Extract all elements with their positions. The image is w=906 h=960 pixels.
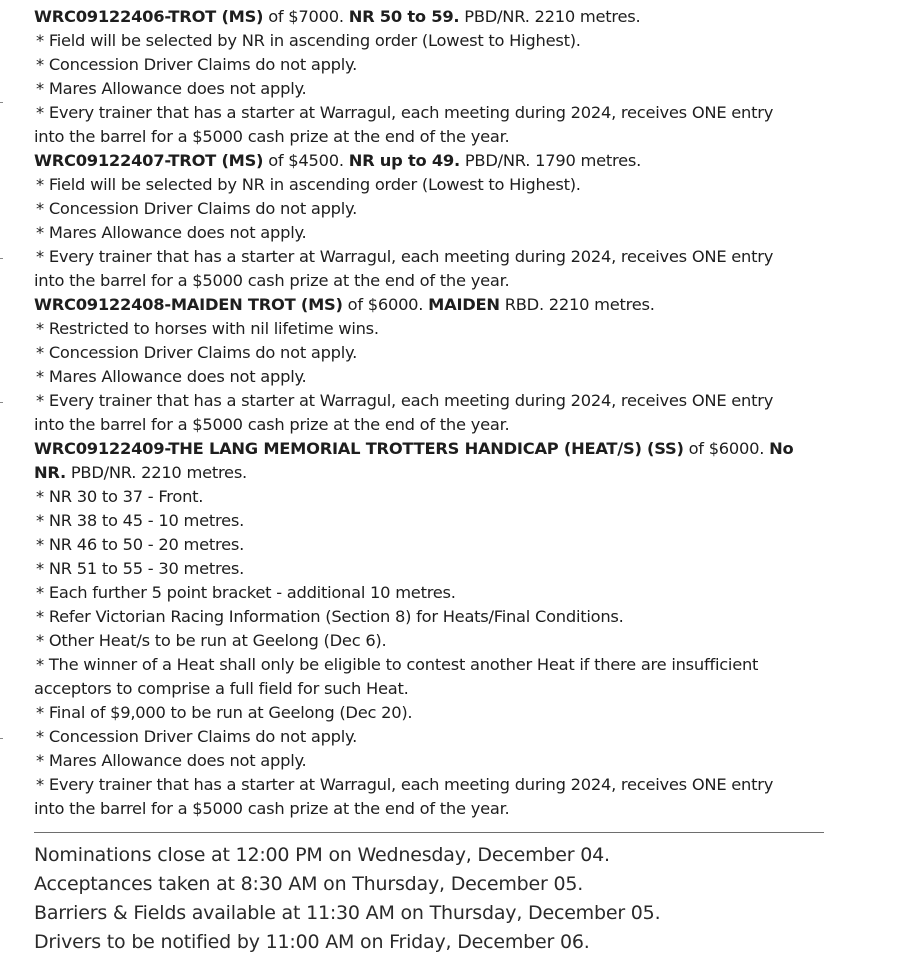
race-code: WRC09122406-TROT (MS) xyxy=(34,7,264,26)
race-condition: * Final of $9,000 to be run at Geelong (Dec 20). xyxy=(36,703,413,722)
race-condition: * Other Heat/s to be run at Geelong (Dec 6). xyxy=(36,631,387,650)
race-prize: of $4500. xyxy=(263,151,349,170)
margin-tick xyxy=(0,258,3,259)
race-condition: * The winner of a Heat shall only be eligible to contest another Heat if there are insufficient xyxy=(36,655,759,674)
race-heading xyxy=(34,5,894,29)
race-code: WRC09122408-MAIDEN TROT (MS) xyxy=(34,295,343,314)
race-class: NR. xyxy=(34,463,66,482)
race-condition: * Concession Driver Claims do not apply. xyxy=(36,199,358,218)
race-condition: * Mares Allowance does not apply. xyxy=(36,223,307,242)
drivers-notified: Drivers to be notified by 11:00 AM on Friday, December 06. xyxy=(34,931,590,953)
race-condition: * Field will be selected by NR in ascending order (Lowest to Highest). xyxy=(36,31,581,50)
race-condition: * Concession Driver Claims do not apply. xyxy=(36,55,358,74)
race-details: PBD/NR. 2210 metres. xyxy=(65,463,247,482)
race-heading xyxy=(34,149,894,173)
race-condition-continuation: into the barrel for a $5000 cash prize at the end of the year. xyxy=(34,271,510,290)
race-condition: * Each further 5 point bracket - additional 10 metres. xyxy=(36,583,456,602)
race-heading xyxy=(34,293,894,317)
race-prize: of $7000. xyxy=(263,7,349,26)
race-condition: * NR 30 to 37 - Front. xyxy=(36,487,204,506)
race-heading xyxy=(34,437,894,461)
race-condition: * Concession Driver Claims do not apply. xyxy=(36,727,358,746)
race-condition-continuation: into the barrel for a $5000 cash prize at the end of the year. xyxy=(34,127,510,146)
race-heading-wrap xyxy=(34,461,894,485)
schedule-section xyxy=(34,841,894,957)
race-prize: of $6000. xyxy=(683,439,770,458)
race-condition: * Refer Victorian Racing Information (Section 8) for Heats/Final Conditions. xyxy=(36,607,624,626)
race-class: NR up to 49. xyxy=(348,151,460,170)
race-condition-continuation: into the barrel for a $5000 cash prize at the end of the year. xyxy=(34,415,510,434)
race-class: No xyxy=(769,439,794,458)
race-details: PBD/NR. 1790 metres. xyxy=(459,151,642,170)
race-condition: * Mares Allowance does not apply. xyxy=(36,367,307,386)
race-condition: * Every trainer that has a starter at Warragul, each meeting during 2024, receives ONE entry xyxy=(36,247,774,266)
race-prize: of $6000. xyxy=(342,295,429,314)
race-code: WRC09122407-TROT (MS) xyxy=(34,151,264,170)
race-condition: * Every trainer that has a starter at Warragul, each meeting during 2024, receives ONE entry xyxy=(36,103,774,122)
margin-tick xyxy=(0,738,3,739)
margin-tick xyxy=(0,102,3,103)
race-condition: * Restricted to horses with nil lifetime wins. xyxy=(36,319,379,338)
race-details: RBD. 2210 metres. xyxy=(499,295,655,314)
race-condition: * Field will be selected by NR in ascending order (Lowest to Highest). xyxy=(36,175,581,194)
race-conditions-document xyxy=(34,5,894,821)
race-condition-continuation: into the barrel for a $5000 cash prize at the end of the year. xyxy=(34,799,510,818)
race-condition: * Mares Allowance does not apply. xyxy=(36,79,307,98)
race-condition: * NR 51 to 55 - 30 metres. xyxy=(36,559,245,578)
margin-tick xyxy=(0,402,3,403)
race-class: MAIDEN xyxy=(428,295,500,314)
barriers-fields-available: Barriers & Fields available at 11:30 AM on Thursday, December 05. xyxy=(34,902,661,924)
race-condition: * Every trainer that has a starter at Warragul, each meeting during 2024, receives ONE entry xyxy=(36,775,774,794)
race-condition: * NR 46 to 50 - 20 metres. xyxy=(36,535,245,554)
race-details: PBD/NR. 2210 metres. xyxy=(459,7,641,26)
race-code: WRC09122409-THE LANG MEMORIAL TROTTERS HANDICAP (HEAT/S) (SS) xyxy=(34,439,684,458)
acceptances-taken: Acceptances taken at 8:30 AM on Thursday, December 05. xyxy=(34,873,584,895)
race-condition-continuation: acceptors to comprise a full field for such Heat. xyxy=(34,679,409,698)
race-condition: * Mares Allowance does not apply. xyxy=(36,751,307,770)
nominations-close: Nominations close at 12:00 PM on Wednesday, December 04. xyxy=(34,844,610,866)
section-divider xyxy=(34,832,824,833)
race-condition: * NR 38 to 45 - 10 metres. xyxy=(36,511,245,530)
race-condition: * Every trainer that has a starter at Warragul, each meeting during 2024, receives ONE entry xyxy=(36,391,774,410)
race-condition: * Concession Driver Claims do not apply. xyxy=(36,343,358,362)
race-class: NR 50 to 59. xyxy=(348,7,460,26)
